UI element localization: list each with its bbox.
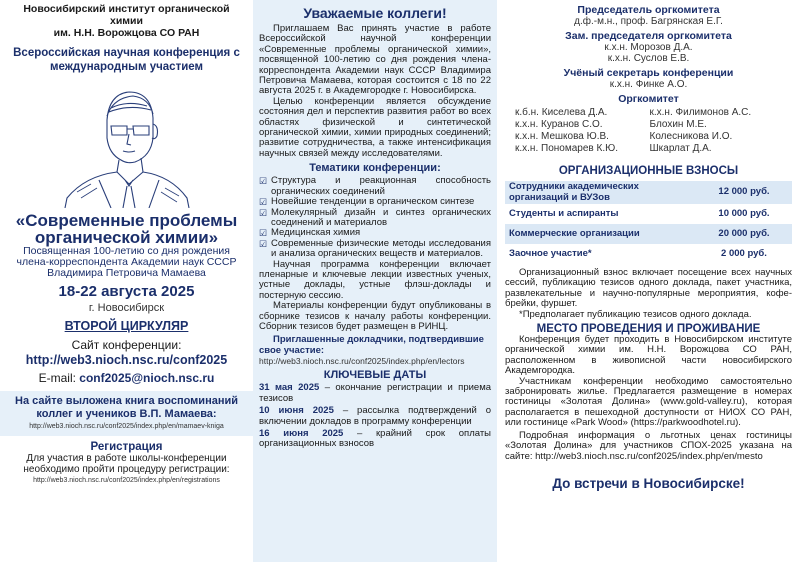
registration-heading: Регистрация: [90, 441, 163, 453]
list-item: ☑ Медицинская химия: [259, 227, 361, 239]
committee-list: [515, 107, 784, 155]
topics-list: [259, 176, 491, 259]
fee-footnote: *Предполагает публикацию тезисов одного доклада.: [519, 308, 752, 320]
registration-text: Для участия в работе школы-конференции необходимо пройти процедуру регистрации:: [23, 453, 230, 475]
committee-member: Блохин М.Е.: [649, 119, 707, 130]
registration-section: [6, 441, 247, 485]
vice-chair-name: к.х.н. Суслов Е.В.: [607, 53, 690, 64]
list-item: ☑ Новейшие тенденции в органическом синтезе: [259, 196, 475, 208]
committee-member: к.х.н. Пономарев К.Ю.: [515, 143, 618, 154]
registration-link[interactable]: http://web3.nioch.nsc.ru/conf2025/index.php/en/registrations: [33, 477, 220, 484]
portrait-sketch-icon: [37, 80, 217, 208]
site-link[interactable]: http://web3.nioch.nsc.ru/conf2025: [25, 353, 228, 367]
chair-role: Председатель оргкомитета: [577, 4, 720, 16]
committee-member: к.б.н. Киселева Д.А.: [515, 107, 608, 118]
farewell-text: До встречи в Новосибирске!: [552, 475, 745, 491]
conference-dates: 18-22 августа 2025: [58, 283, 195, 300]
book-link[interactable]: http://web3.nioch.nsc.ru/conf2025/index.php/en/mamaev-kniga: [29, 423, 224, 430]
fees-table: [505, 181, 792, 264]
committee-member: к.х.н. Куранов С.О.: [515, 119, 603, 130]
list-item: ☑ Молекулярный дизайн и синтез органических соединений и материалов: [259, 206, 491, 228]
invited-speakers-link[interactable]: http://web3.nioch.nsc.ru/conf2025/index.php/en/lectors: [259, 356, 465, 367]
housing-text: Участникам конференции необходимо самостоятельно забронировать жилье. Предлагается размещение в номерах гостиницы «Золотая Долина» (www.gold-valley.ru), которая располагается в пешеходной доступности от НИОХ СО РАН, или гостинице «Park Wood» (https://parkwoodhotel.ru).: [505, 375, 792, 429]
list-item: ☑ Структура и реакционная способность органических соединений: [259, 175, 491, 197]
table-row: Сотрудники академических организаций и ВУЗов 12 000 руб.: [505, 181, 792, 204]
secretary-role: Учёный секретарь конференции: [563, 67, 734, 79]
email-link[interactable]: conf2025@nioch.nsc.ru: [79, 371, 215, 385]
book-box: [0, 391, 253, 436]
key-date-item: 16 июня 2025 – крайний срок оплаты организационных взносов: [259, 428, 492, 450]
table-row: Заочное участие* 2 000 руб.: [509, 247, 767, 259]
book-text: На сайте выложена книга воспоминаний коллег и учеников В.П. Мамаева:: [15, 395, 238, 420]
fee-note: Организационный взнос включает посещение всех научных сессий, публикацию тезисов одного доклада, пакет участника, развлекательные и научно-популярные мероприятия, кофе-брейки, фуршет.: [505, 267, 792, 310]
committee-member: к.х.н. Мешкова Ю.В.: [515, 131, 609, 142]
invited-speakers-text: Приглашенные докладчики, подтвердившие свое участие:: [259, 334, 484, 356]
key-date-item: 10 июня 2025 – рассылка подтверждений о включении докладов в программу конференции: [259, 405, 492, 427]
table-row: Студенты и аспиранты 10 000 руб.: [509, 207, 770, 219]
chair-name: д.ф.-м.н., проф. Багрянская Е.Г.: [574, 16, 723, 27]
checkbox-icon: ☑: [259, 207, 268, 218]
right-column: [497, 0, 800, 562]
middle-column: [253, 0, 497, 562]
conference-city: г. Новосибирск: [88, 302, 165, 314]
venue-text: Конференция будет проходить в Новосибирском институте органической химии им. Н.Н. Ворожцова СО РАН, расположенном в живописной части новосибирского Академгородка.: [505, 334, 792, 377]
left-column: [0, 0, 253, 562]
email-label: E-mail:: [38, 371, 76, 385]
materials-paragraph: Материалы конференции будут опубликованы в сборнике тезисов к началу работы конференции. Сборник тезисов будет размещен в РИНЦ.: [259, 300, 491, 332]
list-item: ☑ Современные физические методы исследования и анализа органических веществ и материалов.: [259, 237, 491, 260]
table-row: Коммерческие организации 20 000 руб.: [505, 224, 792, 244]
checkbox-icon: ☑: [259, 228, 268, 239]
committee-member: Шкарлат Д.А.: [649, 143, 712, 154]
portrait-drawing: [37, 80, 217, 208]
checkbox-icon: ☑: [259, 176, 268, 187]
venue-heading: МЕСТО ПРОВЕДЕНИЯ И ПРОЖИВАНИЕ: [536, 323, 761, 336]
fees-heading: ОРГАНИЗАЦИОННЫЕ ВЗНОСЫ: [558, 165, 739, 177]
intro-paragraph: Приглашаем Вас принять участие в работе Всероссийской научной конференции «Современные проблемы органической химии», посвященной 100-летию со дня рождения члена-корреспондента Академии наук СССР Владимира Петровича Мамаева, которая состоится с 18 по 22 августа 2025 г. в Академгородке г. Новосибирска.: [259, 23, 491, 97]
conference-subtitle: Посвященная 100-летию со дня рождения члена-корреспондента Академии наук СССР Владимира Петровича Мамаева: [16, 245, 237, 279]
secretary-name: к.х.н. Финке А.О.: [609, 79, 688, 90]
committee-heading: Оргкомитет: [618, 93, 679, 105]
vice-chair-role: Зам. председателя оргкомитета: [565, 30, 732, 42]
goal-paragraph: Целью конференции является обсуждение состояния дел и перспектив развития работ во всех областях физической и синтетической органической химии, химии природных соединений; развитие сотрудничества, а также интенсификация научных связей между исследователями.: [259, 95, 491, 159]
vice-chair-name: к.х.н. Морозов Д.А.: [604, 42, 693, 53]
org-name-line1: Новосибирский институт органической химии: [23, 3, 230, 27]
program-paragraph: Научная программа конференции включает пленарные и ключевые лекции известных ученых, устные доклады, устные флэш-доклады и постерную сессию.: [259, 258, 491, 301]
topics-heading: Тематики конференции:: [309, 162, 441, 175]
key-dates-heading: КЛЮЧЕВЫЕ ДАТЫ: [323, 369, 427, 382]
conference-type: Всероссийская научная конференция с международным участием: [13, 47, 240, 73]
greeting-heading: Уважаемые коллеги!: [303, 5, 447, 21]
checkbox-icon: ☑: [259, 197, 268, 208]
site-label: Сайт конференции:: [71, 338, 182, 352]
org-name-line2: им. Н.Н. Ворожцова СО РАН: [53, 27, 200, 39]
hotel-info-text: Подробная информация о льготных ценах гостиницы «Золотая Долина» для участников СПОХ-2025 указана на сайте: http://web3.nioch.nsc.ru/conf2025/index.php/en/mesto: [505, 429, 792, 462]
committee-member: к.х.н. Филимонов А.С.: [649, 107, 752, 118]
committee-member: Колесникова И.О.: [649, 131, 733, 142]
key-date-item: 31 мая 2025 – окончание регистрации и приема тезисов: [259, 382, 492, 404]
conference-title: «Современные проблемы органической химии»: [15, 211, 238, 247]
circular-heading: ВТОРОЙ ЦИРКУЛЯР: [64, 319, 189, 333]
checkbox-icon: ☑: [259, 238, 268, 249]
email-line: [6, 371, 247, 385]
